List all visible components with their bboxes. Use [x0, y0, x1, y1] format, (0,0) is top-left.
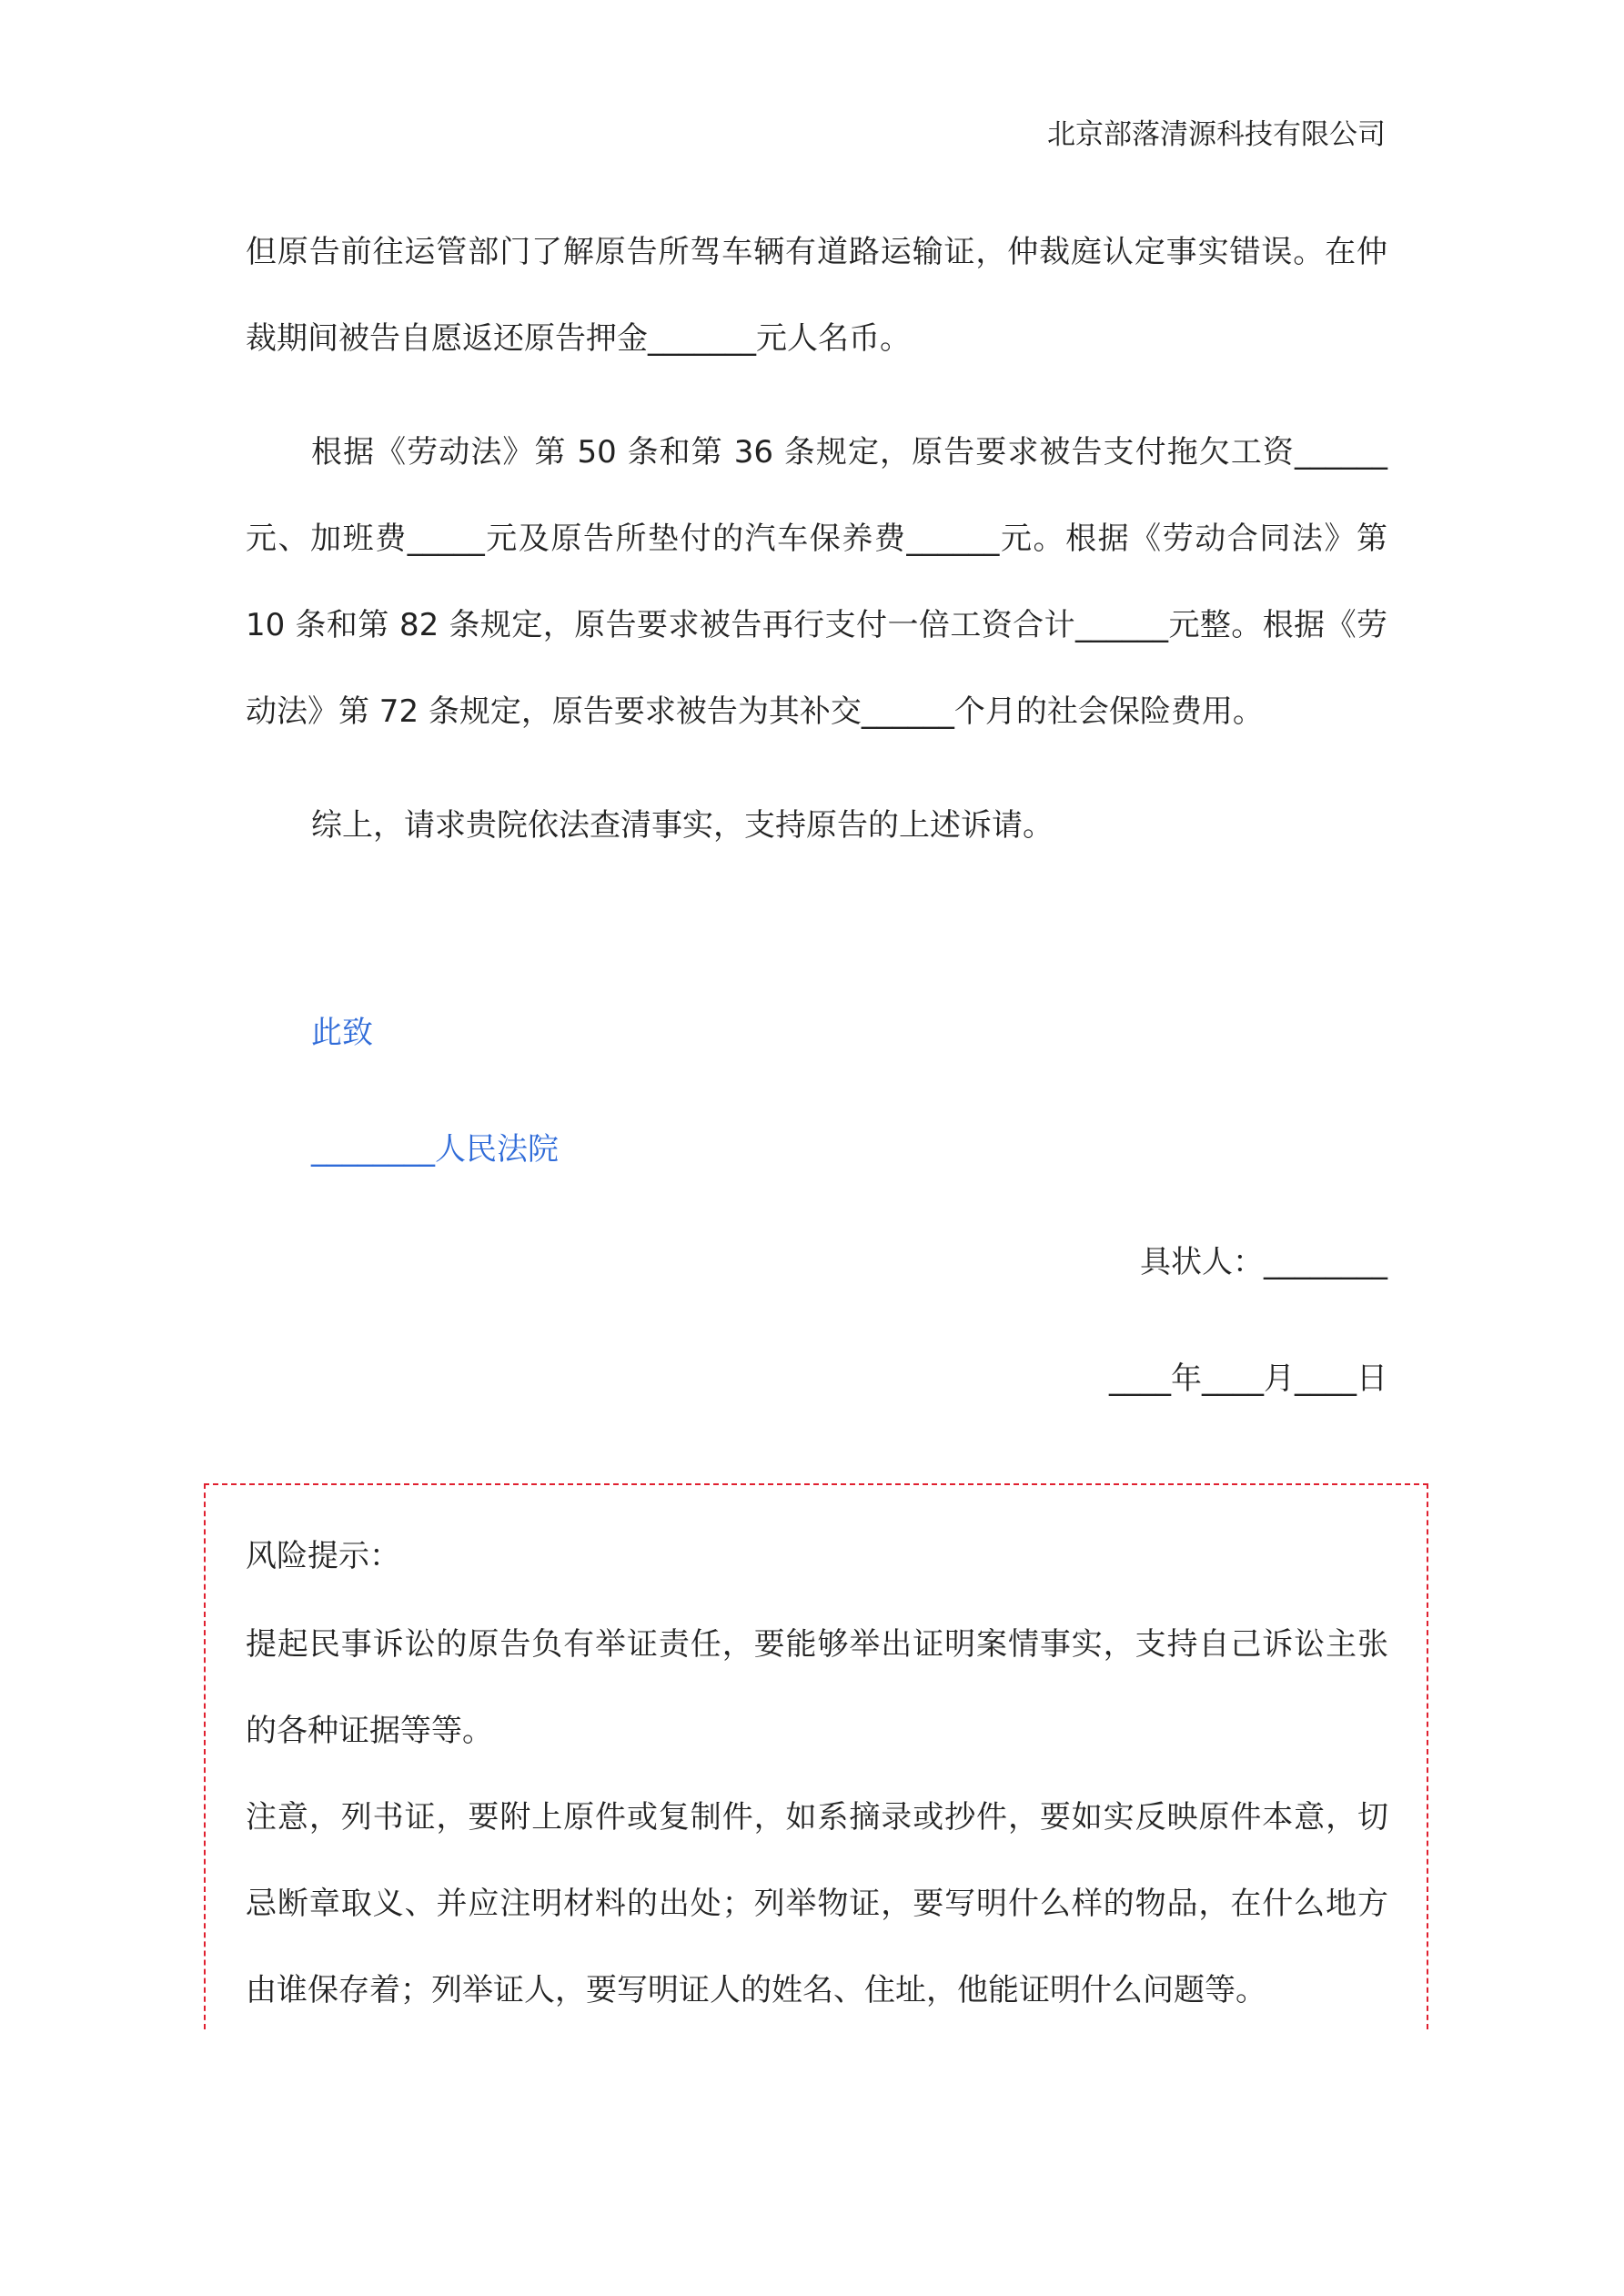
paragraph-arbitration: 但原告前往运管部门了解原告所驾车辆有道路运输证，仲裁庭认定事实错误。在仲裁期间被告自愿返还原告押金_______元人名币。	[246, 234, 1387, 357]
company-header: 北京部落清源科技有限公司	[1047, 118, 1386, 151]
paragraph-claims: 根据《劳动法》第 50 条和第 36 条规定，原告要求被告支付拖欠工资______元、加班费_____元及原告所垫付的汽车保养费______元。根据《劳动合同法》第 10 条和第 82 条规定，原告要求被告再行支付一倍工资合计______元整。根据《劳动法》第 72 条规定，原告要求被告为其补交______个月的社会保险费用。	[246, 434, 1387, 730]
paragraph-conclusion: 综上，请求贵院依法查清事实，支持原告的上述诉请。	[311, 807, 1054, 844]
risk-notice-box	[204, 1483, 1428, 2029]
date-line: ____年____月____日	[1109, 1360, 1387, 1397]
document-body	[246, 209, 1387, 1397]
risk-title: 风险提示：	[246, 1538, 400, 1574]
signer-line: 具状人：________	[1140, 1244, 1387, 1280]
risk-text-evidence: 提起民事诉讼的原告负有举证责任，要能够举出证明案情事实，支持自己诉讼主张的各种证据等等。	[246, 1626, 1388, 1749]
risk-text-documents: 注意，列书证，要附上原件或复制件，如系摘录或抄件，要如实反映原件本意，切忌断章取义、并应注明材料的出处；列举物证，要写明什么样的物品，在什么地方由谁保存着；列举证人，要写明证人的姓名、住址，他能证明什么问题等。	[246, 1799, 1388, 2008]
salutation: 此致	[311, 1015, 373, 1051]
court-name: ________人民法院	[311, 1131, 559, 1168]
